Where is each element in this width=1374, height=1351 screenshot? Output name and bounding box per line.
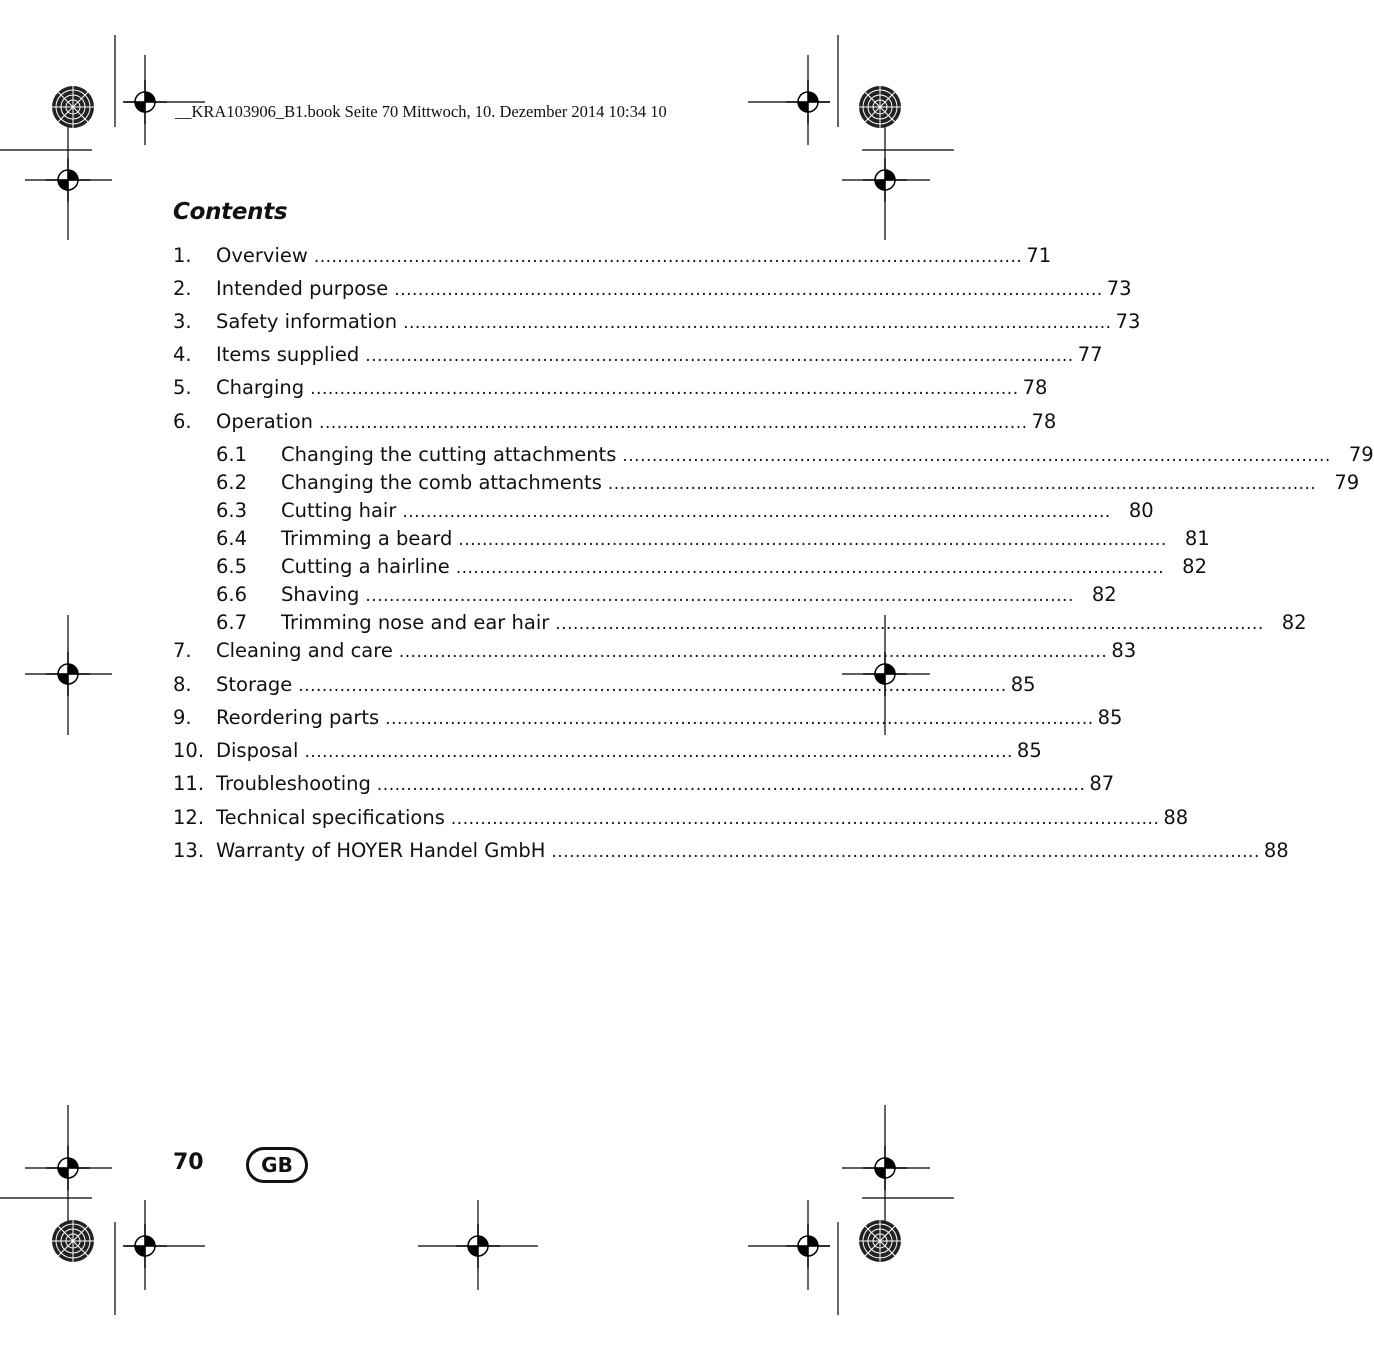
toc-entry-page: 82 bbox=[1091, 583, 1117, 606]
toc-entry-number: 6.1 bbox=[216, 443, 248, 466]
toc-entry-label: Operation bbox=[216, 410, 314, 433]
toc-entry bbox=[173, 373, 1048, 403]
toc-entry-label: Warranty of HOYER Handel GmbH bbox=[216, 839, 546, 862]
toc-entry-number: 6. bbox=[173, 410, 192, 433]
toc-entry-number: 8. bbox=[173, 673, 192, 696]
toc-leader-dots: ........................................................................................................................ bbox=[403, 313, 1112, 333]
toc-leader-dots: ........................................................................................................................ bbox=[607, 474, 1317, 494]
toc-subentry bbox=[216, 468, 1360, 498]
toc-entry-label: Trimming a beard bbox=[281, 527, 453, 550]
toc-entry-number: 9. bbox=[173, 706, 192, 729]
toc-entry bbox=[173, 636, 1137, 666]
toc-leader-dots: ........................................................................................................................ bbox=[555, 614, 1264, 634]
toc-entry-page: 88 bbox=[1263, 839, 1289, 862]
toc-subentry bbox=[216, 496, 1154, 526]
toc-entry bbox=[173, 407, 1057, 437]
toc-entry-page: 82 bbox=[1281, 611, 1307, 634]
toc-leader-dots: ........................................................................................................................ bbox=[551, 842, 1260, 862]
toc-entry-label: Changing the comb attachments bbox=[281, 471, 602, 494]
toc-entry-page: 71 bbox=[1026, 244, 1052, 267]
toc-entry bbox=[173, 274, 1132, 304]
toc-entry-number: 4. bbox=[173, 343, 192, 366]
toc-entry-label: Trimming nose and ear hair bbox=[281, 611, 550, 634]
toc-entry-number: 6.5 bbox=[216, 555, 248, 578]
toc-entry-page: 87 bbox=[1089, 772, 1115, 795]
toc-entry bbox=[173, 340, 1103, 370]
toc-leader-dots: ........................................................................................................................ bbox=[365, 586, 1074, 606]
toc-entry-number: 3. bbox=[173, 310, 192, 333]
toc-entry-number: 11. bbox=[173, 772, 205, 795]
toc-entry-number: 1. bbox=[173, 244, 192, 267]
toc-entry-page: 73 bbox=[1115, 310, 1141, 333]
toc-entry-number: 10. bbox=[173, 739, 205, 762]
toc-entry-number: 12. bbox=[173, 806, 205, 829]
toc-entry-page: 85 bbox=[1010, 673, 1036, 696]
toc-entry bbox=[173, 769, 1115, 799]
toc-entry-page: 85 bbox=[1016, 739, 1042, 762]
toc-entry bbox=[173, 670, 1036, 700]
toc-subentry bbox=[216, 580, 1117, 610]
toc-entry bbox=[173, 241, 1052, 271]
toc-leader-dots: ........................................................................................................................ bbox=[455, 558, 1165, 578]
language-badge: GB bbox=[246, 1147, 308, 1183]
toc-entry-page: 73 bbox=[1106, 277, 1132, 300]
toc-leader-dots: ........................................................................................................................ bbox=[622, 446, 1331, 466]
toc-entry-number: 6.2 bbox=[216, 471, 248, 494]
toc-entry-page: 77 bbox=[1077, 343, 1103, 366]
toc-entry-label: Cleaning and care bbox=[216, 639, 393, 662]
toc-entry bbox=[173, 803, 1189, 833]
toc-entry-page: 82 bbox=[1182, 555, 1207, 578]
toc-entry-number: 13. bbox=[173, 839, 205, 862]
page-title: Contents bbox=[173, 199, 288, 225]
toc-entry-label: Cutting a hairline bbox=[281, 555, 450, 578]
toc-entry-number: 6.3 bbox=[216, 499, 248, 522]
toc-entry bbox=[173, 736, 1042, 766]
toc-leader-dots: ........................................................................................................................ bbox=[376, 775, 1086, 795]
toc-entry-page: 85 bbox=[1097, 706, 1123, 729]
page-number: 70 bbox=[173, 1150, 204, 1175]
toc-leader-dots: ........................................................................................................................ bbox=[398, 642, 1108, 662]
toc-entry-number: 6.7 bbox=[216, 611, 248, 634]
toc-subentry bbox=[216, 552, 1207, 582]
toc-leader-dots: ........................................................................................................................ bbox=[385, 709, 1094, 729]
toc-subentry bbox=[216, 524, 1210, 554]
toc-subentry bbox=[216, 440, 1374, 470]
toc-entry-number: 7. bbox=[173, 639, 192, 662]
toc-entry-label: Intended purpose bbox=[216, 277, 389, 300]
toc-entry-label: Safety information bbox=[216, 310, 398, 333]
toc-leader-dots: ........................................................................................................................ bbox=[304, 742, 1013, 762]
toc-entry-page: 88 bbox=[1163, 806, 1189, 829]
toc-entry-number: 2. bbox=[173, 277, 192, 300]
toc-leader-dots: ........................................................................................................................ bbox=[319, 413, 1028, 433]
toc-leader-dots: ........................................................................................................................ bbox=[313, 247, 1023, 267]
toc-entry-label: Charging bbox=[216, 376, 305, 399]
toc-entry-label: Technical specifications bbox=[216, 806, 445, 829]
toc-entry-label: Shaving bbox=[281, 583, 360, 606]
toc-entry-label: Storage bbox=[216, 673, 293, 696]
toc-leader-dots: ........................................................................................................................ bbox=[394, 280, 1103, 300]
toc-entry-label: Overview bbox=[216, 244, 308, 267]
toc-entry-page: 78 bbox=[1022, 376, 1048, 399]
toc-entry-label: Changing the cutting attachments bbox=[281, 443, 617, 466]
file-slug: __KRA103906_B1.book Seite 70 Mittwoch, 10. Dezember 2014 10:34 10 bbox=[175, 102, 667, 121]
toc-entry-label: Troubleshooting bbox=[216, 772, 371, 795]
toc-entry-number: 6.6 bbox=[216, 583, 248, 606]
toc-entry-page: 78 bbox=[1031, 410, 1057, 433]
toc-entry-page: 79 bbox=[1348, 443, 1374, 466]
toc-entry-label: Items supplied bbox=[216, 343, 360, 366]
toc-entry bbox=[173, 836, 1289, 866]
toc-entry-page: 80 bbox=[1128, 499, 1154, 522]
toc-entry bbox=[173, 703, 1123, 733]
toc-entry-page: 81 bbox=[1184, 527, 1210, 550]
toc-leader-dots: ........................................................................................................................ bbox=[450, 809, 1160, 829]
toc-leader-dots: ........................................................................................................................ bbox=[402, 502, 1111, 522]
toc-entry-label: Disposal bbox=[216, 739, 299, 762]
toc-entry-page: 79 bbox=[1334, 471, 1360, 494]
toc-entry-label: Cutting hair bbox=[281, 499, 397, 522]
toc-leader-dots: ........................................................................................................................ bbox=[365, 346, 1074, 366]
toc-entry-label: Reordering parts bbox=[216, 706, 380, 729]
toc-entry-number: 5. bbox=[173, 376, 192, 399]
toc-leader-dots: ........................................................................................................................ bbox=[458, 530, 1167, 550]
toc-leader-dots: ........................................................................................................................ bbox=[298, 676, 1007, 696]
toc-entry bbox=[173, 307, 1141, 337]
toc-subentry bbox=[216, 608, 1307, 638]
toc-leader-dots: ........................................................................................................................ bbox=[310, 379, 1019, 399]
toc-entry-number: 6.4 bbox=[216, 527, 248, 550]
toc-entry-page: 83 bbox=[1111, 639, 1137, 662]
